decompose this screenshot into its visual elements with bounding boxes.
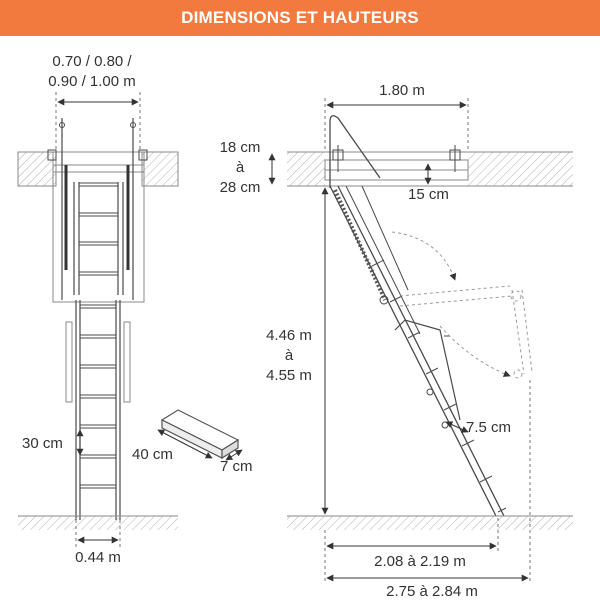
step-spacing-label: 30 cm xyxy=(22,435,63,452)
front-view xyxy=(18,53,178,566)
ceiling-thickness-label-1: 18 cm xyxy=(219,139,261,156)
folding-arm-phantom xyxy=(392,232,532,378)
handrail-left xyxy=(66,322,72,402)
step-detail xyxy=(132,410,253,475)
ceiling-thickness-label-3: 28 cm xyxy=(219,179,261,196)
floor-front xyxy=(18,516,178,530)
page-title: DIMENSIONS ET HAUTEURS xyxy=(181,8,419,27)
ceiling-thickness-label-2: à xyxy=(235,159,245,176)
step-depth-label: 7.5 cm xyxy=(466,419,512,436)
floor-footprint-label: 2.08 à 2.19 m xyxy=(374,553,466,570)
height-label-3: 4.55 m xyxy=(266,367,312,384)
ladder-width-label: 0.44 m xyxy=(75,549,121,566)
step-thickness-label: 7 cm xyxy=(220,458,253,475)
total-footprint-label: 2.75 à 2.84 m xyxy=(386,583,478,600)
width-options-label-1: 0.70 / 0.80 / xyxy=(52,53,132,70)
hatch-depth-label: 15 cm xyxy=(408,186,449,203)
height-label-2: à xyxy=(284,347,294,364)
step-length-label: 40 cm xyxy=(132,446,173,463)
side-view xyxy=(220,82,573,600)
ceiling-slab-left xyxy=(18,152,56,186)
width-options-label-2: 0.90 / 1.00 m xyxy=(48,73,136,90)
height-label-1: 4.46 m xyxy=(266,327,312,344)
inclined-ladder xyxy=(330,186,506,516)
handrail-right xyxy=(124,322,130,402)
rungs xyxy=(79,183,118,488)
hatch-length-label: 1.80 m xyxy=(379,82,425,99)
